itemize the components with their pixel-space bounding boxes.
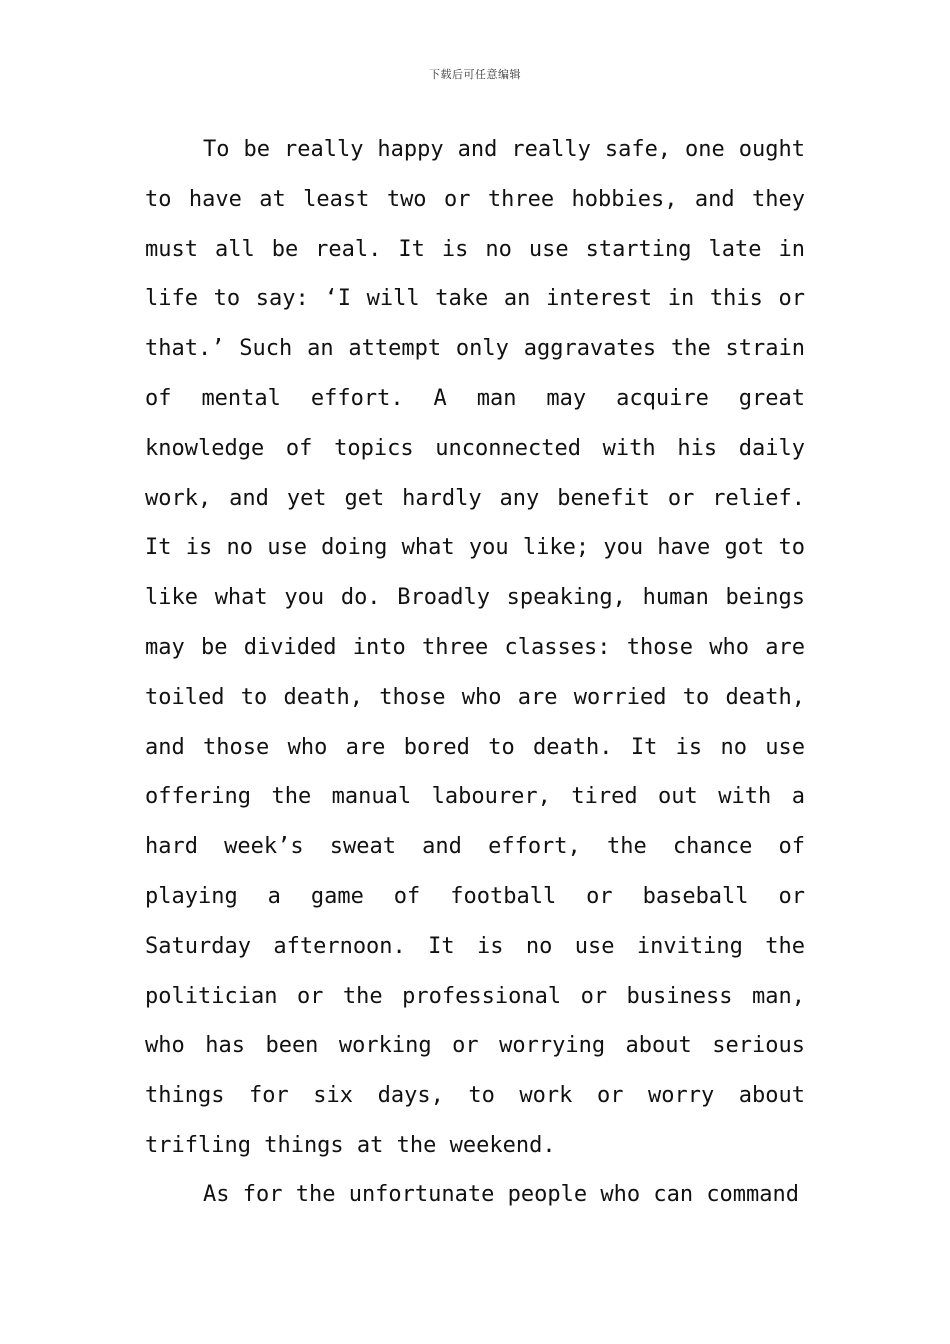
paragraph-2: As for the unfortunate people who can command: [203, 1182, 800, 1207]
header-note: 下载后可任意编辑: [429, 68, 521, 81]
paragraph-1: To be really happy and really safe, one ought to have at least two or three hobbies, and they must all be real. It is no use starting late in life to say: ‘I will take an interest in this or that.’ Such an attempt only aggravates the strain of mental effort. A man may acquire great knowledge of topics unconnected with his daily work, and yet get hardly any benefit or relief. It is no use doing what you like; you have got to like what you do. Broadly speaking, human beings may be divided into three classes: those who are toiled to death, those who are worried to death, and those who are bored to death. It is no use offering the manual labourer, tired out with a hard week’s sweat and effort, the chance of playing a game of football or baseball or Saturday afternoon. It is no use inviting the politician or the professional or business man, who has been working or worrying about serious things for six days, to work or worry about trifling things at the weekend.: [145, 137, 805, 1158]
